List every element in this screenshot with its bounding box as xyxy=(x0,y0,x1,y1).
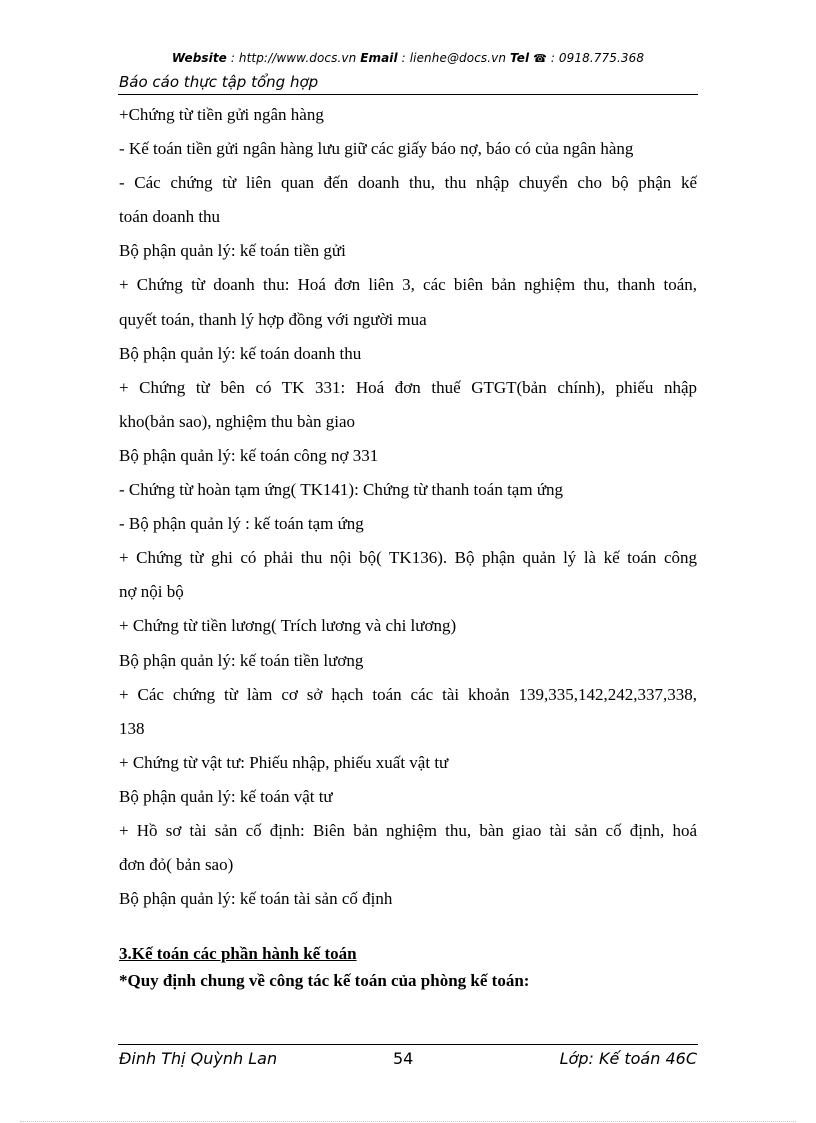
text-line: đơn đỏ( bản sao) xyxy=(119,855,234,875)
text-line: - Kế toán tiền gửi ngân hàng lưu giữ các giấy báo nợ, báo có của ngân hàng xyxy=(119,139,634,159)
phone-icon: ☎ xyxy=(533,52,547,65)
text-line: toán doanh thu xyxy=(119,207,221,227)
text-line: + Hồ sơ tài sản cố định: Biên bản nghiệm thu, bàn giao tài sản cố định, hoá xyxy=(119,820,697,840)
website-url[interactable]: : http://www.docs.vn xyxy=(226,51,361,65)
website-contact-line xyxy=(0,51,816,65)
text-line: + Chứng từ vật tư: Phiếu nhập, phiếu xuất vật tư xyxy=(119,752,449,772)
footer-author: Đinh Thị Quỳnh Lan xyxy=(119,1049,278,1068)
text-line: quyết toán, thanh lý hợp đồng với người mua xyxy=(119,309,427,329)
text-line: Bộ phận quản lý: kế toán tài sản cố định xyxy=(119,889,393,909)
text-line: + Chứng từ bên có TK 331: Hoá đơn thuế GTGT(bản chính), phiếu nhập xyxy=(119,377,697,397)
page-bottom-border xyxy=(20,1121,796,1122)
text-line: Bộ phận quản lý: kế toán công nợ 331 xyxy=(119,445,379,465)
text-line: Bộ phận quản lý: kế toán vật tư xyxy=(119,786,333,806)
text-line: - Bộ phận quản lý : kế toán tạm ứng xyxy=(119,514,364,534)
text-line: nợ nội bộ xyxy=(119,582,184,602)
text-line: + Các chứng từ làm cơ sở hạch toán các tài khoản 139,335,142,242,337,338, xyxy=(119,684,697,704)
page-footer xyxy=(119,1049,697,1073)
text-line: +Chứng từ tiền gửi ngân hàng xyxy=(119,105,324,124)
text-line: + Chứng từ tiền lương( Trích lương và chi lương) xyxy=(119,616,457,636)
text-line: 138 xyxy=(119,718,145,738)
body-text xyxy=(119,98,697,916)
footer-divider xyxy=(118,1044,698,1045)
sub-heading: *Quy định chung về công tác kế toán của phòng kế toán: xyxy=(119,971,530,990)
footer-class: Lớp: Kế toán 46C xyxy=(559,1049,697,1068)
text-line: + Chứng từ ghi có phải thu nội bộ( TK136). Bộ phận quản lý là kế toán công xyxy=(119,548,697,568)
text-line: Bộ phận quản lý: kế toán tiền gửi xyxy=(119,241,346,261)
header-divider xyxy=(118,94,698,95)
text-line: - Chứng từ hoàn tạm ứng( TK141): Chứng từ thanh toán tạm ứng xyxy=(119,480,564,500)
report-title: Báo cáo thực tập tổng hợp xyxy=(119,73,319,91)
tel-label: Tel xyxy=(510,51,530,65)
page-number: 54 xyxy=(393,1049,414,1068)
text-line: kho(bản sao), nghiệm thu bàn giao xyxy=(119,411,356,431)
email-label: Email xyxy=(360,51,398,65)
text-line: Bộ phận quản lý: kế toán tiền lương xyxy=(119,650,364,670)
text-line: Bộ phận quản lý: kế toán doanh thu xyxy=(119,343,362,363)
website-label: Website xyxy=(171,51,227,65)
text-line: + Chứng từ doanh thu: Hoá đơn liên 3, các biên bản nghiệm thu, thanh toán, xyxy=(119,275,697,295)
text-line: - Các chứng từ liên quan đến doanh thu, thu nhập chuyển cho bộ phận kế xyxy=(119,173,697,193)
tel-number: : 0918.775.368 xyxy=(546,51,645,65)
section-heading: 3.Kế toán các phần hành kế toán xyxy=(119,944,357,963)
email-address[interactable]: : lienhe@docs.vn xyxy=(397,51,510,65)
